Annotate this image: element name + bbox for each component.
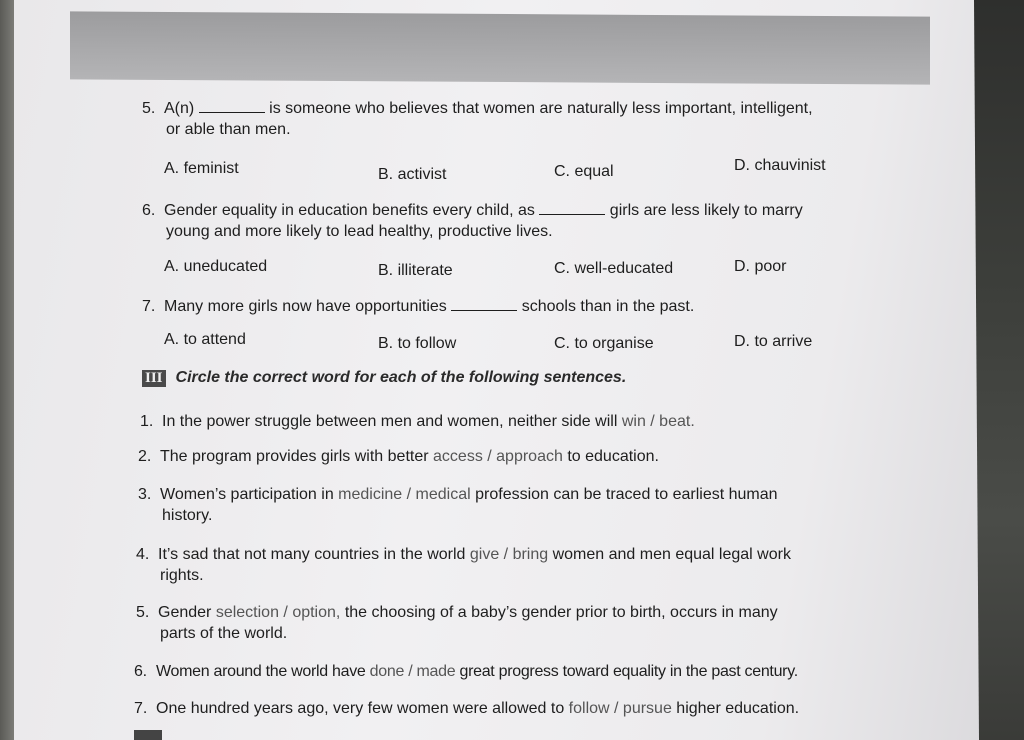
sentence-text-pre: One hundred years ago, very few women were allowed to bbox=[156, 700, 565, 717]
answer-blank[interactable] bbox=[539, 201, 605, 215]
word-choice[interactable]: give / bring bbox=[469, 546, 549, 563]
option-a[interactable]: A. to attend bbox=[164, 331, 246, 348]
options-q7 bbox=[164, 331, 884, 353]
option-b[interactable]: B. to follow bbox=[378, 335, 457, 352]
question-text-post: girls are less likely to marry bbox=[609, 202, 803, 219]
sentence-6 bbox=[134, 661, 798, 682]
question-number: 7. bbox=[142, 298, 156, 315]
sentence-text-post: higher education. bbox=[676, 700, 800, 717]
question-text-cont: or able than men. bbox=[166, 121, 291, 138]
sentence-text-pre: The program provides girls with better bbox=[160, 448, 429, 465]
sentence-text-post: great progress toward equality in the past century. bbox=[459, 663, 798, 680]
word-choice[interactable]: win / beat. bbox=[621, 413, 695, 430]
sentence-text-post: women and men equal legal work bbox=[552, 546, 791, 563]
option-d[interactable]: D. chauvinist bbox=[734, 157, 826, 174]
question-number: 5. bbox=[142, 100, 156, 117]
word-choice[interactable]: selection / option, bbox=[215, 604, 341, 621]
next-section-marker bbox=[134, 730, 162, 740]
sentence-number: 6. bbox=[134, 663, 147, 680]
question-text-pre: Gender equality in education benefits every child, as bbox=[164, 202, 535, 219]
section-numeral: III bbox=[142, 370, 166, 387]
word-choice[interactable]: done / made bbox=[369, 663, 456, 680]
section-title: Circle the correct word for each of the following sentences. bbox=[175, 369, 627, 386]
question-6 bbox=[142, 200, 803, 242]
sentence-text-cont: rights. bbox=[160, 567, 204, 584]
section-heading bbox=[142, 369, 626, 387]
answer-blank[interactable] bbox=[451, 297, 517, 311]
sentence-1 bbox=[140, 411, 695, 432]
word-choice[interactable]: medicine / medical bbox=[338, 486, 471, 503]
question-text-pre: A(n) bbox=[164, 100, 195, 117]
sentence-text-pre: In the power struggle between men and women, neither side will bbox=[162, 413, 618, 430]
sentence-number: 4. bbox=[136, 546, 150, 563]
sentence-2 bbox=[138, 446, 659, 467]
question-text-pre: Many more girls now have opportunities bbox=[164, 298, 447, 315]
options-q5 bbox=[164, 157, 884, 183]
question-text-cont: young and more likely to lead healthy, productive lives. bbox=[166, 223, 553, 240]
question-number: 6. bbox=[142, 202, 156, 219]
sentence-4 bbox=[136, 544, 791, 586]
option-a[interactable]: A. uneducated bbox=[164, 258, 268, 275]
sentence-text-pre: It’s sad that not many countries in the world bbox=[158, 546, 466, 563]
sentence-text-post: profession can be traced to earliest human bbox=[475, 486, 778, 503]
answer-blank[interactable] bbox=[199, 99, 265, 113]
sentence-number: 3. bbox=[138, 486, 152, 503]
sentence-text-pre: Women around the world have bbox=[156, 663, 366, 680]
option-d[interactable]: D. to arrive bbox=[734, 333, 813, 350]
options-q6 bbox=[164, 258, 884, 280]
question-7 bbox=[142, 296, 694, 317]
option-c[interactable]: C. equal bbox=[554, 163, 614, 180]
sentence-text-cont: history. bbox=[162, 507, 213, 524]
sentence-number: 2. bbox=[138, 448, 152, 465]
sentence-text-pre: Gender bbox=[158, 604, 212, 621]
sentence-text-cont: parts of the world. bbox=[160, 625, 288, 642]
sentence-text-pre: Women’s participation in bbox=[160, 486, 334, 503]
sentence-text-post: the choosing of a baby’s gender prior to birth, occurs in many bbox=[344, 604, 778, 621]
option-c[interactable]: C. well-educated bbox=[554, 260, 674, 277]
sentence-3 bbox=[138, 484, 778, 526]
sentence-number: 7. bbox=[134, 700, 148, 717]
sentence-5 bbox=[136, 602, 778, 644]
question-text-post: schools than in the past. bbox=[521, 298, 695, 315]
sentence-text-post: to education. bbox=[567, 448, 659, 465]
option-b[interactable]: B. activist bbox=[378, 166, 447, 183]
question-5 bbox=[142, 98, 813, 140]
sentence-7 bbox=[134, 698, 799, 719]
sentence-number: 5. bbox=[136, 604, 150, 621]
option-d[interactable]: D. poor bbox=[734, 258, 787, 275]
word-choice[interactable]: follow / pursue bbox=[568, 700, 672, 717]
option-c[interactable]: C. to organise bbox=[554, 335, 654, 352]
option-a[interactable]: A. feminist bbox=[164, 160, 239, 177]
word-choice[interactable]: access / approach bbox=[433, 448, 563, 465]
question-text-post: is someone who believes that women are naturally less important, intelligent, bbox=[269, 100, 813, 117]
option-b[interactable]: B. illiterate bbox=[378, 262, 453, 279]
sentence-number: 1. bbox=[140, 413, 154, 430]
